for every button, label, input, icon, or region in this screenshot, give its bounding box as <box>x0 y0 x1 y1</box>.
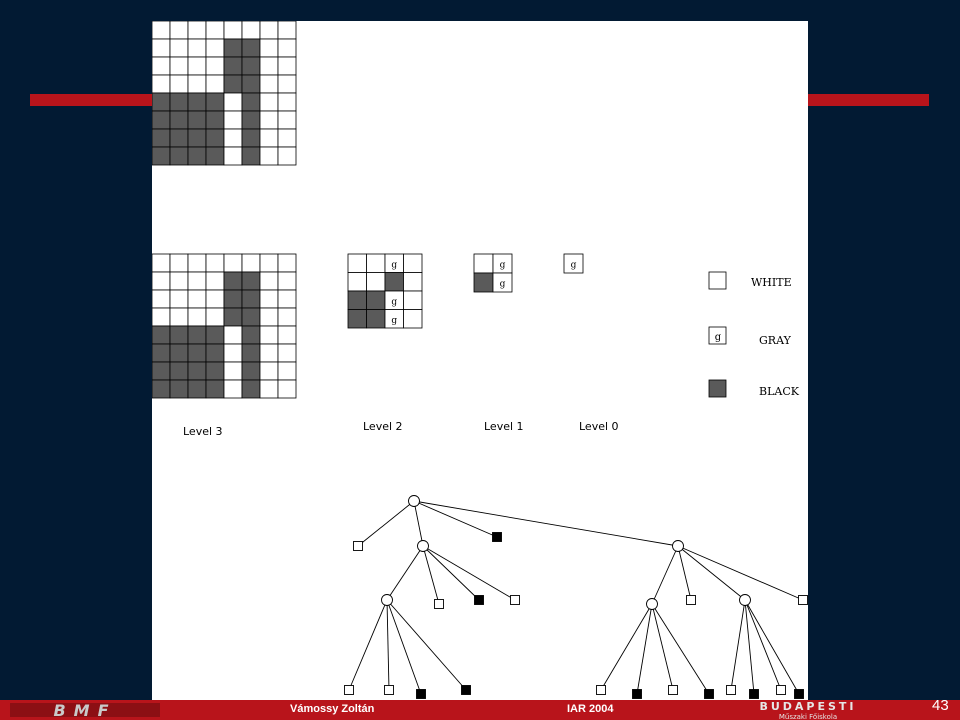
tree-edge <box>601 604 652 690</box>
image-grid-level3 <box>152 254 296 398</box>
level3-label: Level 3 <box>183 425 223 438</box>
grid-cell <box>152 308 170 326</box>
white-leaf-node <box>777 686 786 695</box>
grid-cell <box>152 57 170 75</box>
grid-cell <box>278 308 296 326</box>
tree-edge <box>423 546 439 604</box>
svg-text:BMF: BMF <box>53 701 117 720</box>
quadtree-cell <box>404 273 423 292</box>
grid-cell <box>152 326 170 344</box>
black-leaf-node <box>633 690 642 699</box>
grid-cell <box>224 272 242 290</box>
gray-mark: g <box>570 260 577 271</box>
grid-cell <box>170 111 188 129</box>
black-leaf-node <box>417 690 426 699</box>
level1-label: Level 1 <box>484 420 524 433</box>
grid-cell <box>242 362 260 380</box>
grid-cell <box>206 308 224 326</box>
tree-edge <box>678 546 803 600</box>
grid-cell <box>260 57 278 75</box>
grid-cell <box>188 272 206 290</box>
grid-cell <box>242 21 260 39</box>
tree-edge <box>414 501 497 537</box>
black-leaf-node <box>705 690 714 699</box>
tree-edge <box>387 600 389 690</box>
grid-cell <box>152 129 170 147</box>
grid-cell <box>206 129 224 147</box>
grid-cell <box>224 290 242 308</box>
tree-edge <box>423 546 515 600</box>
grid-cell <box>260 111 278 129</box>
grid-cell <box>188 21 206 39</box>
grid-cell <box>278 21 296 39</box>
tree-edge <box>678 546 691 600</box>
grid-cell <box>278 39 296 57</box>
tree-edge <box>349 600 387 690</box>
legend-black-label: BLACK <box>759 385 799 398</box>
gray-mark: g <box>499 279 506 290</box>
left-red-bar <box>30 94 152 106</box>
grid-cell <box>152 344 170 362</box>
tree-edge <box>731 600 745 690</box>
quadtree-figure-panel <box>152 21 808 700</box>
grid-cell <box>242 272 260 290</box>
grid-cell <box>224 147 242 165</box>
grid-cell <box>152 254 170 272</box>
gray-node <box>382 595 393 606</box>
grid-cell <box>152 272 170 290</box>
grid-cell <box>278 254 296 272</box>
grid-cell <box>170 380 188 398</box>
grid-cell <box>242 290 260 308</box>
tree-edge <box>358 501 414 546</box>
grid-cell <box>170 93 188 111</box>
tree-edge <box>745 600 781 690</box>
grid-cell <box>224 75 242 93</box>
grid-cell <box>206 111 224 129</box>
grid-cell <box>260 326 278 344</box>
gray-node <box>409 496 420 507</box>
grid-cell <box>224 39 242 57</box>
grid-cell <box>260 93 278 111</box>
bmf-logo <box>10 700 170 720</box>
quadtree-level2-grid <box>348 254 422 328</box>
grid-cell <box>170 344 188 362</box>
quadtree-cell <box>367 273 386 292</box>
black-leaf-node <box>750 690 759 699</box>
white-leaf-node <box>511 596 520 605</box>
grid-cell <box>278 75 296 93</box>
quadtree-tree <box>345 496 808 699</box>
grid-cell <box>278 129 296 147</box>
right-red-bar <box>808 94 929 106</box>
grid-cell <box>152 362 170 380</box>
grid-cell <box>152 290 170 308</box>
quadtree-level0-grid <box>564 254 583 273</box>
grid-cell <box>242 308 260 326</box>
gray-node <box>673 541 684 552</box>
footer-event: IAR 2004 <box>567 703 614 715</box>
quadtree-level1-grid <box>474 254 512 292</box>
grid-cell <box>224 326 242 344</box>
white-leaf-node <box>385 686 394 695</box>
gray-node <box>740 595 751 606</box>
grid-cell <box>224 21 242 39</box>
quadtree-cell <box>348 273 367 292</box>
white-leaf-node <box>345 686 354 695</box>
grid-cell <box>206 39 224 57</box>
grid-cell <box>224 254 242 272</box>
grid-cell <box>260 308 278 326</box>
tree-edge <box>414 501 423 546</box>
grid-cell <box>242 254 260 272</box>
quadtree-cell <box>348 291 367 310</box>
grid-cell <box>170 308 188 326</box>
footer-author: Vámossy Zoltán <box>290 703 375 715</box>
grid-cell <box>278 362 296 380</box>
grid-cell <box>206 57 224 75</box>
grid-cell <box>206 380 224 398</box>
grid-cell <box>152 380 170 398</box>
quadtree-cell <box>348 310 367 329</box>
grid-cell <box>260 147 278 165</box>
grid-cell <box>224 111 242 129</box>
gray-mark: g <box>391 297 398 308</box>
grid-cell <box>188 147 206 165</box>
grid-cell <box>278 326 296 344</box>
grid-cell <box>152 21 170 39</box>
grid-cell <box>170 75 188 93</box>
grid-cell <box>278 344 296 362</box>
grid-cell <box>170 147 188 165</box>
white-leaf-node <box>669 686 678 695</box>
grid-cell <box>188 57 206 75</box>
grid-cell <box>206 75 224 93</box>
grid-cell <box>170 129 188 147</box>
grid-cell <box>170 290 188 308</box>
tree-edge <box>423 546 479 600</box>
grid-cell <box>206 93 224 111</box>
white-leaf-node <box>727 686 736 695</box>
grid-cell <box>188 344 206 362</box>
tree-edge <box>652 604 709 694</box>
grid-cell <box>206 272 224 290</box>
tree-edge <box>652 546 678 604</box>
grid-cell <box>170 272 188 290</box>
grid-cell <box>188 111 206 129</box>
grid-cell <box>188 380 206 398</box>
grid-cell <box>188 326 206 344</box>
image-grid-top <box>152 21 296 165</box>
white-leaf-node <box>435 600 444 609</box>
grid-cell <box>188 75 206 93</box>
svg-text:BUDAPESTI: BUDAPESTI <box>759 700 857 713</box>
grid-cell <box>152 93 170 111</box>
white-leaf-node <box>799 596 808 605</box>
quadtree-cell <box>367 310 386 329</box>
budapesti-logo <box>713 700 903 720</box>
tree-edge <box>652 604 673 690</box>
grid-cell <box>260 290 278 308</box>
grid-cell <box>170 39 188 57</box>
grid-cell <box>188 254 206 272</box>
grid-cell <box>278 93 296 111</box>
grid-cell <box>170 57 188 75</box>
legend-gray-label: GRAY <box>759 334 791 347</box>
grid-cell <box>242 75 260 93</box>
grid-cell <box>260 39 278 57</box>
grid-cell <box>188 308 206 326</box>
legend-white-swatch <box>709 272 726 289</box>
white-leaf-node <box>687 596 696 605</box>
quadtree-cell <box>404 310 423 329</box>
quadtree-cell <box>404 254 423 273</box>
grid-cell <box>260 344 278 362</box>
level2-label: Level 2 <box>363 420 403 433</box>
grid-cell <box>260 254 278 272</box>
grid-cell <box>152 147 170 165</box>
grid-cell <box>260 75 278 93</box>
grid-cell <box>206 326 224 344</box>
gray-mark: g <box>391 315 398 326</box>
page-number: 43 <box>932 697 949 714</box>
grid-cell <box>260 129 278 147</box>
black-leaf-node <box>462 686 471 695</box>
grid-cell <box>242 344 260 362</box>
grid-cell <box>278 57 296 75</box>
quadtree-cell <box>367 291 386 310</box>
gray-node <box>647 599 658 610</box>
legend-gray-mark: g <box>714 332 722 343</box>
quadtree-cell <box>367 254 386 273</box>
grid-cell <box>242 39 260 57</box>
grid-cell <box>260 21 278 39</box>
grid-cell <box>242 111 260 129</box>
grid-cell <box>170 362 188 380</box>
gray-mark: g <box>391 260 398 271</box>
legend-black-swatch <box>709 380 726 397</box>
grid-cell <box>188 39 206 57</box>
grid-cell <box>242 93 260 111</box>
quadtree-cell <box>474 254 493 273</box>
grid-cell <box>242 147 260 165</box>
grid-cell <box>152 75 170 93</box>
quadtree-cell <box>385 273 404 292</box>
grid-cell <box>278 290 296 308</box>
grid-cell <box>224 308 242 326</box>
grid-cell <box>224 57 242 75</box>
tree-edge <box>387 600 466 690</box>
grid-cell <box>170 21 188 39</box>
grid-cell <box>206 344 224 362</box>
quadtree-cell <box>348 254 367 273</box>
grid-cell <box>206 21 224 39</box>
grid-cell <box>224 129 242 147</box>
grid-cell <box>242 57 260 75</box>
gray-node <box>418 541 429 552</box>
tree-edge <box>387 546 423 600</box>
grid-cell <box>260 362 278 380</box>
level0-label: Level 0 <box>579 420 619 433</box>
grid-cell <box>170 326 188 344</box>
grid-cell <box>260 380 278 398</box>
grid-cell <box>206 290 224 308</box>
quadtree-figure <box>152 21 808 700</box>
tree-edge <box>678 546 745 600</box>
tree-edge <box>387 600 421 694</box>
grid-cell <box>152 111 170 129</box>
grid-cell <box>242 326 260 344</box>
black-leaf-node <box>493 533 502 542</box>
grid-cell <box>278 111 296 129</box>
grid-cell <box>206 147 224 165</box>
grid-cell <box>152 39 170 57</box>
grid-cell <box>188 362 206 380</box>
tree-edge <box>414 501 678 546</box>
grid-cell <box>188 129 206 147</box>
black-leaf-node <box>795 690 804 699</box>
black-leaf-node <box>475 596 484 605</box>
quadtree-cell <box>404 291 423 310</box>
grid-cell <box>170 254 188 272</box>
grid-cell <box>224 380 242 398</box>
grid-cell <box>188 290 206 308</box>
white-leaf-node <box>597 686 606 695</box>
grid-cell <box>206 362 224 380</box>
grid-cell <box>242 380 260 398</box>
grid-cell <box>260 272 278 290</box>
quadtree-cell <box>474 273 493 292</box>
gray-mark: g <box>499 260 506 271</box>
footer-bar <box>0 700 960 720</box>
grid-cell <box>224 93 242 111</box>
grid-cell <box>278 272 296 290</box>
grid-cell <box>242 129 260 147</box>
svg-text:Műszaki Főiskola: Műszaki Főiskola <box>778 713 838 720</box>
white-leaf-node <box>354 542 363 551</box>
grid-cell <box>206 254 224 272</box>
legend-white-label: WHITE <box>751 276 792 289</box>
grid-cell <box>224 344 242 362</box>
grid-cell <box>224 362 242 380</box>
grid-cell <box>278 147 296 165</box>
grid-cell <box>278 380 296 398</box>
grid-cell <box>188 93 206 111</box>
